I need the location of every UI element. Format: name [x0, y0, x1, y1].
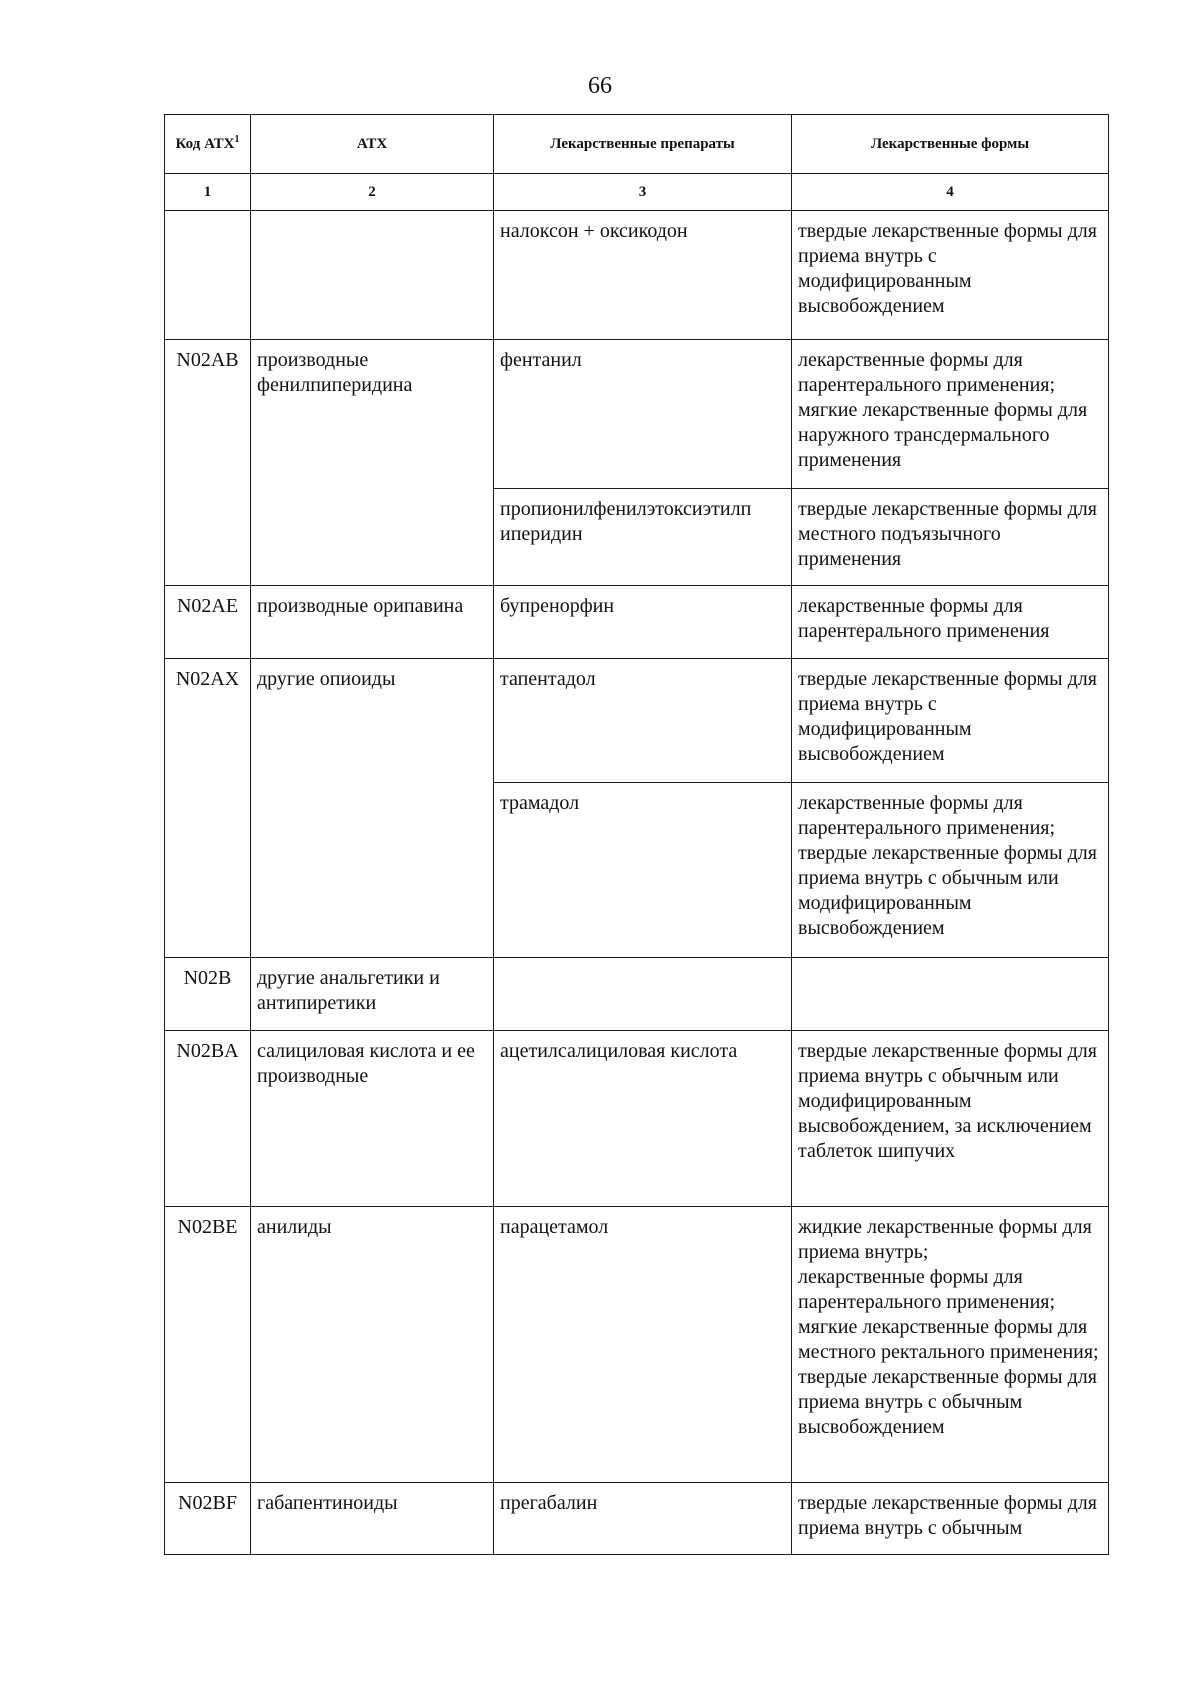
atc-code-cell: N02BE — [165, 1207, 251, 1483]
dosage-forms-cell: твердые лекарственные формы для приема внутрь с обычным — [792, 1483, 1109, 1555]
drug-cell: фентанил — [494, 340, 792, 489]
header-code-footnote: 1 — [234, 134, 240, 145]
drug-cell: ацетилсалициловая кислота — [494, 1031, 792, 1207]
atc-name-cell: другие опиоиды — [251, 659, 494, 958]
table-row — [165, 1483, 1109, 1555]
atc-name-cell — [251, 211, 494, 340]
drug-cell: парацетамол — [494, 1207, 792, 1483]
header-atc: АТХ — [251, 115, 494, 174]
drug-cell: бупренорфин — [494, 586, 792, 659]
drug-cell: налоксон + оксикодон — [494, 211, 792, 340]
drug-cell: прегабалин — [494, 1483, 792, 1555]
atc-code-cell: N02AE — [165, 586, 251, 659]
atc-name-cell: салициловая кислота и ее производные — [251, 1031, 494, 1207]
dosage-forms-cell: лекарственные формы для парентерального применения — [792, 586, 1109, 659]
dosage-forms-cell: твердые лекарственные формы для приема внутрь с модифицированным высвобождением — [792, 211, 1109, 340]
table-row — [165, 340, 1109, 489]
column-number: 4 — [792, 174, 1109, 211]
table-row — [165, 659, 1109, 783]
atc-code-cell: N02BF — [165, 1483, 251, 1555]
column-number: 3 — [494, 174, 792, 211]
drug-cell: трамадол — [494, 783, 792, 958]
page-number: 66 — [588, 73, 612, 99]
column-number: 1 — [165, 174, 251, 211]
drug-cell: тапентадол — [494, 659, 792, 783]
table-row — [165, 211, 1109, 340]
dosage-forms-cell: твердые лекарственные формы для приема внутрь с обычным или модифицированным высвобождением, за исключением таблеток шипучих — [792, 1031, 1109, 1207]
column-number-row — [165, 174, 1109, 211]
dosage-forms-cell: жидкие лекарственные формы для приема внутрь; лекарственные формы для парентерального применения; мягкие лекарственные формы для местного ректального применения; твердые лекарственные формы для приема внутрь с обычным высвобождением — [792, 1207, 1109, 1483]
column-number: 2 — [251, 174, 494, 211]
dosage-forms-cell: твердые лекарственные формы для приема внутрь с модифицированным высвобождением — [792, 659, 1109, 783]
table-row — [165, 586, 1109, 659]
dosage-forms-cell — [792, 958, 1109, 1031]
dosage-forms-cell: твердые лекарственные формы для местного подъязычного применения — [792, 489, 1109, 586]
header-code — [165, 115, 251, 174]
header-drugs: Лекарственные препараты — [494, 115, 792, 174]
atc-code-cell: N02AX — [165, 659, 251, 958]
atc-name-cell: анилиды — [251, 1207, 494, 1483]
drug-cell — [494, 958, 792, 1031]
atc-code-cell: N02BA — [165, 1031, 251, 1207]
atc-name-cell: производные орипавина — [251, 586, 494, 659]
atc-name-cell: габапентиноиды — [251, 1483, 494, 1555]
atc-code-cell: N02AB — [165, 340, 251, 586]
header-forms: Лекарственные формы — [792, 115, 1109, 174]
dosage-forms-cell: лекарственные формы для парентерального применения; твердые лекарственные формы для приема внутрь с обычным или модифицированным высвобождением — [792, 783, 1109, 958]
atc-name-cell: производные фенилпиперидина — [251, 340, 494, 586]
drug-cell: пропионилфенилэтоксиэтилп иперидин — [494, 489, 792, 586]
atc-name-cell: другие анальгетики и антипиретики — [251, 958, 494, 1031]
drug-table — [164, 114, 1109, 1555]
header-code-label: Код АТХ — [175, 136, 235, 152]
table-row — [165, 958, 1109, 1031]
table-row — [165, 1031, 1109, 1207]
atc-code-cell — [165, 211, 251, 340]
table-header-row — [165, 115, 1109, 174]
table-row — [165, 1207, 1109, 1483]
atc-code-cell: N02B — [165, 958, 251, 1031]
dosage-forms-cell: лекарственные формы для парентерального применения; мягкие лекарственные формы для наружного трансдермального применения — [792, 340, 1109, 489]
